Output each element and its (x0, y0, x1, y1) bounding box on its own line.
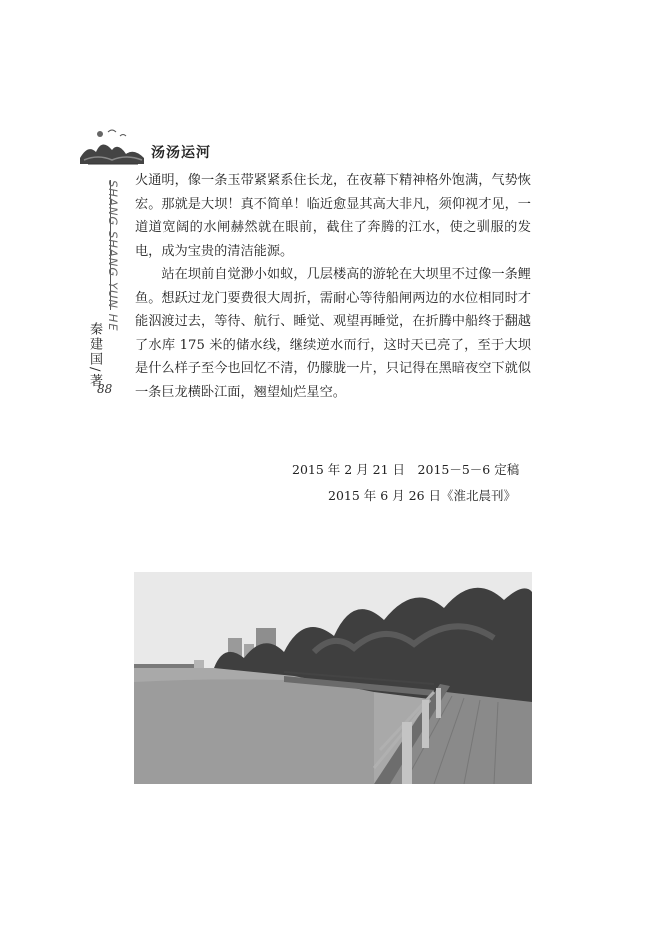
riverside-boardwalk-photo (134, 572, 532, 784)
date-line: 2015 年 6 月 26 日《淮北晨刊》 (328, 488, 517, 503)
paragraph: 站在坝前自觉渺小如蚁，几层楼高的游轮在大坝里不过像一条鲤鱼。想跃过龙门要费很大周折，需耐心等待船闸两边的水位相同时才能泅渡过去，等待、航行、睡觉、观望再睡觉，在折腾中船终于翻越了水库 175 米的储水线，继续逆水而行，这时天已亮了，至于大坝是什么样子至今也回忆不清，仍朦胧一片，只记得在黑暗夜空下就似一条巨龙横卧江面，翘望灿烂星空。 (135, 267, 531, 400)
ink-landscape-ornament-icon (78, 124, 148, 168)
date-line: 2015 年 2 月 21 日 2015－5－6 定稿 (292, 462, 520, 477)
sidebar-latin-title: SHANG SHANG YUN HE (106, 180, 120, 332)
sidebar-author: 秦建国/著 (87, 322, 102, 389)
page-number: 88 (97, 382, 113, 396)
body-text (135, 169, 531, 404)
date-block (292, 457, 532, 509)
paragraph: 火通明，像一条玉带紧紧系住长龙，在夜幕下精神格外饱满，气势恢宏。那就是大坝！真不简单！临近愈显其高大非凡，须仰视才见，一道道宽阔的水闸赫然就在眼前，截住了奔腾的江水，使之驯服的发电，成为宝贵的清洁能源。 (135, 173, 531, 259)
page-header-title: 汤汤运河 (151, 145, 211, 161)
